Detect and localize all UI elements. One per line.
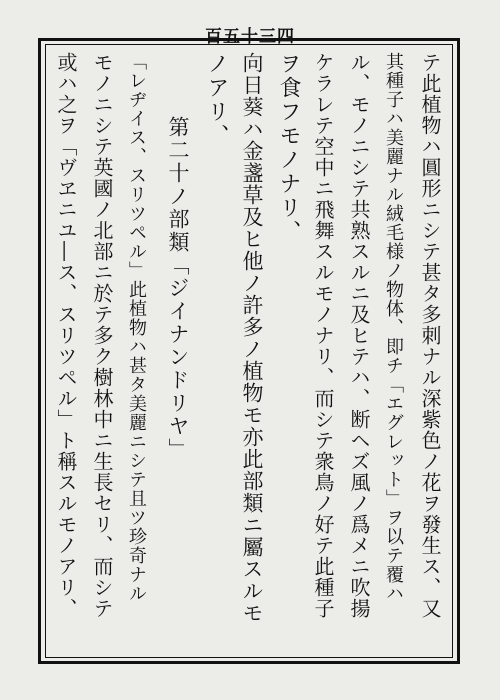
text-column-5: ヲ食フモノナリ、 xyxy=(276,52,301,244)
text-column-7: ノアリ、 xyxy=(204,52,229,148)
section-heading: 第二十ノ部類「ジイナンドリヤ」 xyxy=(166,116,190,461)
text-column-9: 「レヂイス、スリツペル」此植物ハ甚タ美麗ニシテ且ツ珍奇ナル xyxy=(126,52,147,603)
text-column-3: ル、モノニシテ共熟スルニ及ヒテハ、断ヘズ風ノ爲メニ吹揚 xyxy=(347,52,371,619)
page-number: 百五十三四 xyxy=(205,27,295,47)
text-column-6: 向日葵ハ金盞草及ヒ他ノ許多ノ植物モ亦此部類ニ屬スルモ xyxy=(240,52,264,624)
text-column-11: 或ハ之ヲ「ヴヱニユ―ス、スリツペル」ト稱スルモノアリ、 xyxy=(54,52,78,619)
text-column-4: ケラレテ空中ニ飛舞スルモノナリ、而シテ衆鳥ノ好テ此種子 xyxy=(311,52,335,619)
text-column-10: モノニシテ英國ノ北部ニ於テ多ク樹林中ニ生長セリ、而シテ xyxy=(90,52,114,619)
text-column-1: テ此植物ハ圓形ニシテ甚タ多刺ナル深紫色ノ花ヲ發生ス、又 xyxy=(418,52,442,619)
text-column-2: 其種子ハ美麗ナル絨毛様ノ物体、即チ「エグレット」ヲ以テ覆ハ xyxy=(383,52,404,603)
